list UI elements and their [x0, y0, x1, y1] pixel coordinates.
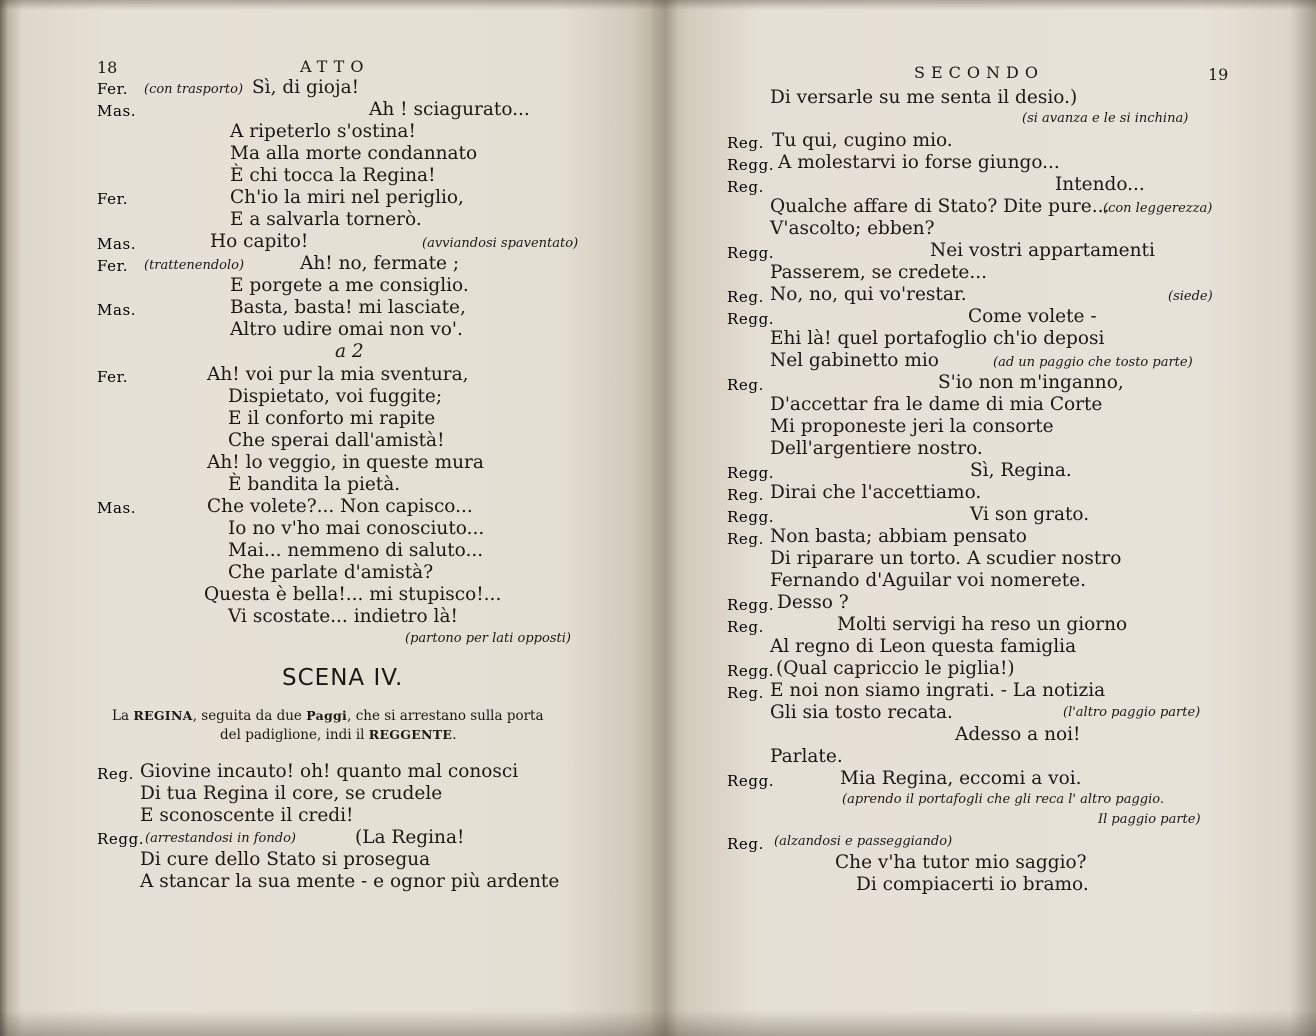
verse-line: Ah ! sciagurato... — [369, 99, 530, 120]
a-due-marker: a 2 — [335, 341, 364, 362]
verse-line: Ehi là! quel portafoglio ch'io deposi — [770, 328, 1105, 349]
speaker-label: Reg. — [727, 486, 764, 504]
verse-line: Giovine incauto! oh! quanto mal conosci — [140, 761, 519, 782]
verse-line: E porgete a me consiglio. — [230, 275, 469, 296]
verse-line: Dispietato, voi fuggite; — [228, 386, 443, 407]
stage-direction: (con trasporto) — [144, 82, 244, 97]
verse-line: Che parlate d'amistà? — [228, 562, 434, 583]
scene-stage-direction-2 — [220, 725, 457, 745]
speaker-label: Regg. — [727, 156, 775, 174]
verse-line: Ma alla morte condannato — [230, 143, 478, 164]
verse-line: E a salvarla tornerò. — [230, 209, 422, 230]
speaker-label: Reg. — [727, 530, 764, 548]
verse-line: Vi scostate... indietro là! — [228, 606, 458, 627]
stage-direction: (ad un paggio che tosto parte) — [993, 355, 1193, 370]
verse-line: A ripeterlo s'ostina! — [230, 121, 416, 142]
verse-line: Molti servigi ha reso un giorno — [837, 614, 1128, 635]
verse-line: S'io non m'inganno, — [938, 372, 1124, 393]
stage-direction: (arrestandosi in fondo) — [145, 831, 296, 846]
speaker-label: Fer. — [97, 190, 129, 208]
speaker-label: Regg. — [727, 310, 775, 328]
verse-line: Altro udire omai non vo'. — [230, 319, 463, 340]
verse-line: È bandita la pietà. — [228, 474, 401, 495]
scene-stage-direction — [112, 706, 544, 726]
speaker-label: Regg. — [97, 830, 145, 848]
verse-line: Passerem, se credete... — [770, 262, 987, 283]
character-name: Paggi — [306, 708, 348, 723]
verse-line: Fernando d'Aguilar voi nomerete. — [770, 570, 1086, 591]
verse-line: Nei vostri appartamenti — [930, 240, 1155, 261]
verse-line: E il conforto mi rapite — [228, 408, 436, 429]
verse-line: Questa è bella!... mi stupisco!... — [204, 584, 502, 605]
verse-line: Mi proponeste jeri la consorte — [770, 416, 1054, 437]
didascalia-text: del padiglione, indi il — [220, 727, 365, 743]
verse-line: Al regno di Leon questa famiglia — [770, 636, 1077, 657]
page-bottom-shadow — [0, 1010, 1316, 1036]
verse-line: Non basta; abbiam pensato — [770, 526, 1027, 547]
verse-line: Che sperai dall'amistà! — [228, 430, 445, 451]
speaker-label: Regg. — [727, 662, 775, 680]
verse-line: Adesso a noi! — [955, 724, 1081, 745]
verse-line: Nel gabinetto mio — [770, 350, 939, 371]
verse-line: Mia Regina, eccomi a voi. — [840, 768, 1082, 789]
verse-line: Mai... nemmeno di saluto... — [228, 540, 484, 561]
verse-line: Come volete - — [968, 306, 1097, 327]
verse-line: Ho capito! — [210, 231, 309, 252]
verse-line: Io no v'ho mai conosciuto... — [228, 518, 485, 539]
speaker-label: Reg. — [727, 288, 764, 306]
verse-line: Qualche affare di Stato? Dite pure... — [770, 196, 1110, 217]
stage-direction: (avviandosi spaventato) — [422, 236, 579, 251]
stage-direction: (siede) — [1168, 289, 1213, 304]
stage-direction: (si avanza e le si inchina) — [1022, 111, 1189, 126]
verse-line: A stancar la sua mente - e ognor più ardente — [140, 871, 560, 892]
character-name: REGGENTE — [368, 727, 453, 742]
verse-line: Ah! voi pur la mia sventura, — [207, 364, 469, 385]
verse-line: E noi non siamo ingrati. - La notizia — [770, 680, 1106, 701]
stage-direction: (aprendo il portafogli che gli reca l' altro paggio. — [842, 792, 1164, 807]
didascalia-text: . — [452, 727, 457, 743]
speaker-label: Regg. — [727, 244, 775, 262]
verse-line: Gli sia tosto recata. — [770, 702, 953, 723]
scene-title: SCENA IV. — [282, 665, 404, 691]
page-number: 19 — [1208, 65, 1229, 84]
verse-line: Intendo... — [1055, 174, 1145, 195]
speaker-label: Reg. — [97, 765, 134, 783]
didascalia-text: La — [112, 708, 130, 724]
verse-line: Di tua Regina il core, se crudele — [140, 783, 443, 804]
verse-line: Sì, Regina. — [970, 460, 1072, 481]
speaker-label: Mas. — [97, 499, 137, 517]
speaker-label: Fer. — [97, 257, 129, 275]
speaker-label: Regg. — [727, 772, 775, 790]
speaker-label: Reg. — [727, 835, 764, 853]
stage-direction: (con leggerezza) — [1103, 201, 1213, 216]
speaker-label: Regg. — [727, 464, 775, 482]
speaker-label: Reg. — [727, 178, 764, 196]
speaker-label: Mas. — [97, 301, 137, 319]
speaker-label: Reg. — [727, 684, 764, 702]
speaker-label: Reg. — [727, 618, 764, 636]
verse-line: Parlate. — [770, 746, 843, 767]
stage-direction: (alzandosi e passeggiando) — [774, 834, 953, 849]
verse-line: Dell'argentiere nostro. — [770, 438, 983, 459]
verse-line: E sconoscente il credi! — [140, 805, 354, 826]
speaker-label: Mas. — [97, 235, 137, 253]
verse-line: No, no, qui vo'restar. — [770, 284, 967, 305]
page-top-shadow — [0, 0, 1316, 10]
stage-direction: (trattenendolo) — [144, 258, 245, 273]
verse-line: Vi son grato. — [970, 504, 1090, 525]
verse-line: Desso ? — [777, 592, 849, 613]
verse-line: Di versarle su me senta il desio.) — [770, 87, 1078, 108]
verse-line: Basta, basta! mi lasciate, — [230, 297, 466, 318]
speaker-label: Fer. — [97, 80, 129, 98]
running-head: SECONDO — [914, 63, 1044, 82]
verse-line: Ch'io la miri nel periglio, — [230, 187, 464, 208]
page-number: 18 — [97, 58, 118, 77]
verse-line: Di riparare un torto. A scudier nostro — [770, 548, 1122, 569]
verse-line: Di cure dello Stato si prosegua — [140, 849, 431, 870]
speaker-label: Regg. — [727, 596, 775, 614]
speaker-label: Regg. — [727, 508, 775, 526]
didascalia-text: , seguita da due — [192, 708, 302, 724]
didascalia-text: , che si arrestano sulla porta — [347, 708, 544, 724]
speaker-label: Reg. — [727, 376, 764, 394]
stage-direction: Il paggio parte) — [1098, 812, 1201, 827]
book-gutter — [650, 0, 678, 1036]
verse-line: Ah! lo veggio, in queste mura — [207, 452, 484, 473]
character-name: REGINA — [133, 708, 193, 723]
verse-line: È chi tocca la Regina! — [230, 165, 436, 186]
stage-direction: (l'altro paggio parte) — [1063, 705, 1201, 720]
verse-line: Tu qui, cugino mio. — [772, 130, 953, 151]
speaker-label: Reg. — [727, 134, 764, 152]
verse-line: Ah! no, fermate ; — [300, 253, 460, 274]
verse-line: (Qual capriccio le piglia!) — [776, 658, 1015, 679]
verse-line: Che volete?... Non capisco... — [207, 496, 473, 517]
stage-direction: (partono per lati opposti) — [405, 631, 571, 646]
verse-line: Sì, di gioja! — [252, 77, 360, 98]
running-head: ATTO — [300, 57, 370, 76]
speaker-label: Mas. — [97, 102, 137, 120]
verse-line: Di compiacerti io bramo. — [856, 874, 1089, 895]
verse-line: Dirai che l'accettiamo. — [770, 482, 982, 503]
verse-line: D'accettar fra le dame di mia Corte — [770, 394, 1103, 415]
speaker-label: Fer. — [97, 368, 129, 386]
verse-line: A molestarvi io forse giungo... — [778, 152, 1060, 173]
verse-line: (La Regina! — [355, 827, 465, 848]
verse-line: Che v'ha tutor mio saggio? — [835, 852, 1087, 873]
verse-line: V'ascolto; ebben? — [770, 218, 935, 239]
